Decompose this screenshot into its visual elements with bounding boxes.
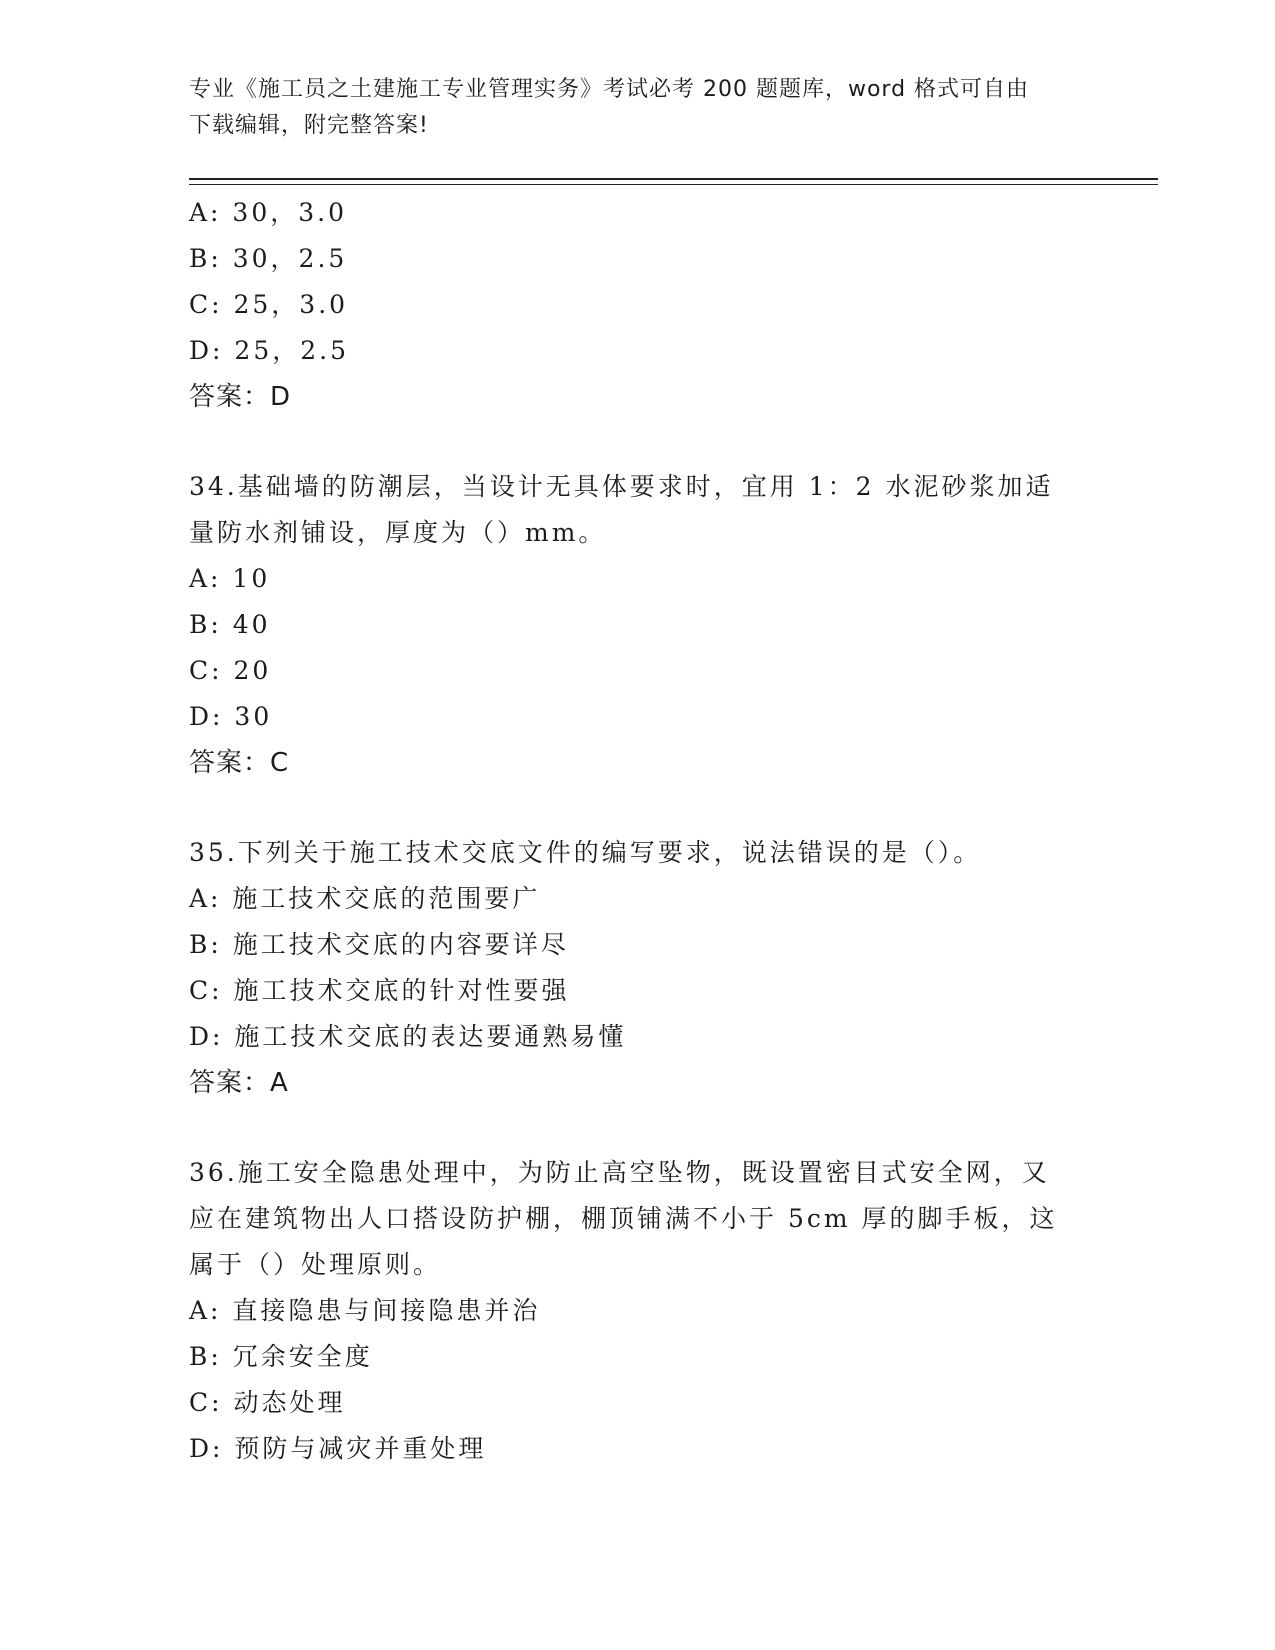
option-d: D: 施工技术交底的表达要通熟易懂: [189, 1022, 627, 1051]
answer-line: 答案：C: [189, 748, 290, 778]
question-stem: 34.基础墙的防潮层，当设计无具体要求时，宜用 1：2 水泥砂浆加适: [189, 472, 1054, 501]
question-34: [189, 464, 1089, 786]
question-stem: 量防水剂铺设，厚度为（）mm。: [189, 518, 607, 547]
option-a: A: 直接隐患与间接隐患并治: [189, 1296, 541, 1325]
question-stem: 36.施工安全隐患处理中，为防止高空坠物，既设置密目式安全网，又: [189, 1158, 1050, 1187]
option-b: B: 施工技术交底的内容要详尽: [189, 930, 569, 959]
header-line-2: 下载编辑，附完整答案!: [189, 113, 429, 138]
answer-line: 答案：A: [189, 1068, 289, 1098]
answer-line: 答案：D: [189, 382, 292, 412]
option-a: A: 施工技术交底的范围要广: [189, 884, 541, 913]
option-d: D: 25，2.5: [189, 336, 349, 365]
header-divider-thin: [189, 184, 1158, 185]
header-divider-thick: [189, 178, 1158, 180]
option-a: A: 30，3.0: [189, 198, 347, 227]
question-stem: 属于（）处理原则。: [189, 1250, 442, 1279]
option-a: A: 10: [189, 564, 271, 593]
option-d: D: 30: [189, 702, 273, 731]
option-c: C: 施工技术交底的针对性要强: [189, 976, 570, 1005]
question-33: [189, 190, 1089, 420]
document-header: [189, 72, 1089, 144]
option-c: C: 25，3.0: [189, 290, 349, 319]
option-d: D: 预防与减灾并重处理: [189, 1434, 487, 1463]
option-b: B: 冗余安全度: [189, 1342, 373, 1371]
option-c: C: 动态处理: [189, 1388, 346, 1417]
question-35: [189, 830, 1089, 1106]
question-list: [189, 190, 1089, 1472]
question-36: [189, 1150, 1089, 1472]
question-stem: 35.下列关于施工技术交底文件的编写要求，说法错误的是（）。: [189, 838, 982, 867]
question-stem: 应在建筑物出人口搭设防护棚，棚顶铺满不小于 5cm 厚的脚手板，这: [189, 1204, 1058, 1233]
option-b: B: 30，2.5: [189, 244, 348, 273]
option-b: B: 40: [189, 610, 271, 639]
header-line-1: 专业《施工员之土建施工专业管理实务》考试必考 200 题题库，word 格式可自由: [189, 77, 1030, 102]
option-c: C: 20: [189, 656, 272, 685]
